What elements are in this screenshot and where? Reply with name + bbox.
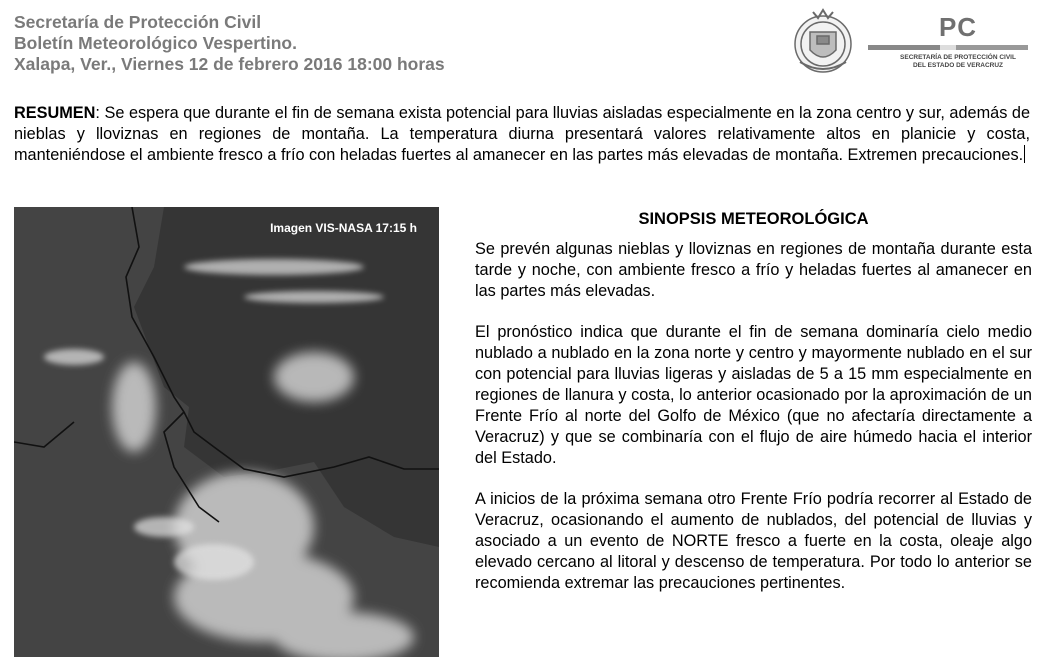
pc-logo-text: PC	[938, 12, 978, 42]
satellite-map	[14, 207, 439, 657]
header-date: Xalapa, Ver., Viernes 12 de febrero 2016 18:00 horas	[14, 54, 445, 74]
text-cursor	[1024, 145, 1025, 163]
summary-paragraph	[14, 103, 1030, 166]
flag-stripe-icon	[868, 45, 1028, 50]
synopsis-paragraph: A inicios de la próxima semana otro Frente Frío podría recorrer al Estado de Veracruz, ocasionando el aumento de nublados, del potencial de lluvias y asociado a un evento de NORTE fresco a fuerte en la costa, oleaje algo elevado cercano al litoral y descenso de temperatura. Por todo lo anterior se recomienda extremar las precauciones pertinentes.	[475, 490, 1032, 592]
pc-subtitle-2: DEL ESTADO DE VERACRUZ	[912, 62, 1004, 69]
header-bulletin-type: Boletín Meteorológico Vespertino.	[14, 33, 297, 53]
summary-text: : Se espera que durante el fin de semana exista potencial para lluvias aisladas especialmente en la zona centro y sur, además de nieblas y lloviznas en regiones de montaña. La temperatura diurna presentará valores relativamente altos en planicie y costa, manteniéndose el ambiente fresco a frío con heladas fuertes al amanecer en las partes más elevadas de montaña. Extremen precauciones.	[14, 104, 1030, 164]
logos	[788, 4, 1028, 84]
summary-label: RESUMEN	[14, 104, 96, 122]
bulletin-header	[14, 12, 445, 75]
synopsis-paragraph: El pronóstico indica que durante el fin de semana dominaría cielo medio nublado a nublado en la zona norte y centro y mayormente nublado en el sur con potencial para lluvias ligeras y aisladas de 5 a 15 mm especialmente en regiones de llanura y costa, lo anterior ocasionado por la aproximación de un Frente Frío al norte del Golfo de México (que no afectaría directamente a Veracruz) y que se combinaría con el flujo de aire húmedo hacia el interior del Estado.	[475, 323, 1032, 467]
synopsis-title: SINOPSIS METEOROLÓGICA	[638, 210, 869, 228]
header-agency: Secretaría de Protección Civil	[14, 12, 262, 32]
pc-subtitle-1: SECRETARÍA DE PROTECCIÓN CIVIL	[900, 54, 1016, 61]
satellite-caption: Imagen VIS-NASA 17:15 h	[270, 221, 417, 235]
synopsis-section	[475, 207, 1032, 614]
satellite-image	[14, 207, 439, 657]
synopsis-paragraph: Se prevén algunas nieblas y lloviznas en regiones de montaña durante esta tarde y noche, con ambiente fresco a frío y heladas fuertes al amanecer en las partes más elevadas.	[475, 240, 1032, 300]
